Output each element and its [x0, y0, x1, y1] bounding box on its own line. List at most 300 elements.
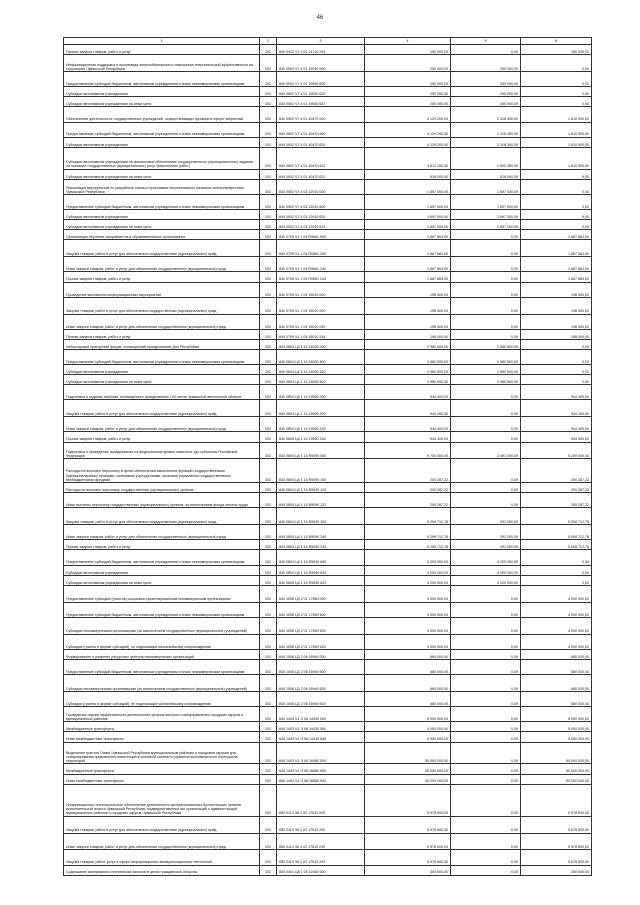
table-row — [64, 617, 592, 634]
row-code-cell: 202 — [260, 691, 277, 706]
row-value-col4-cell: 5 578 800,00 — [365, 850, 451, 865]
table-row — [64, 550, 592, 565]
row-classifier-cell: 840 1006 Ц3 2 01 17850 000 — [277, 585, 365, 602]
row-code-cell: 202 — [260, 314, 277, 329]
row-value-col4-cell: 5 000 000,00 — [365, 707, 451, 722]
row-name-cell: Иные межбюджетные трансферты — [64, 732, 260, 742]
row-value-col5-cell: 2 980 500,00 — [451, 365, 521, 375]
table-row — [64, 784, 592, 816]
row-code-cell: 202 — [260, 210, 277, 220]
column-header-4: 4 — [365, 38, 451, 45]
row-code-cell: 202 — [260, 55, 277, 72]
row-name-cell: Информационно-технологическое обеспечение деятельности централизованных бухгалтерских органов исполнительной власти Чувашской Республики, подведомственных им организаций и администраций муниципальных районов и городских округов Чувашской Республики — [64, 784, 260, 816]
table-row — [64, 833, 592, 850]
row-value-col5-cell: 0,00 — [451, 257, 521, 272]
table-row — [64, 230, 592, 240]
row-value-col4-cell: 1 697 000,00 — [365, 210, 451, 220]
row-value-col4-cell: 200 287,22 — [365, 483, 451, 493]
row-value-col4-cell: 944 400,00 — [365, 400, 451, 417]
table-row — [64, 179, 592, 194]
row-value-col4-cell: 300 600,00 — [365, 865, 451, 875]
row-value-col6-cell: 1 810 900,00 — [521, 147, 592, 169]
table-row — [64, 400, 592, 417]
row-code-cell: 202 — [260, 282, 277, 297]
row-code-cell: 202 — [260, 97, 277, 107]
row-code-cell: 202 — [260, 122, 277, 137]
row-code-cell: 202 — [260, 240, 277, 257]
row-code-cell: 202 — [260, 375, 277, 385]
row-value-col4-cell: 4 000 000,00 — [365, 634, 451, 649]
row-classifier-cell: 850 0113 Ч6 2 02 17510 242 — [277, 850, 365, 865]
row-value-col5-cell: 0,00 — [451, 659, 521, 674]
row-value-col5-cell: 2 980 500,00 — [451, 375, 521, 385]
table-row — [64, 349, 592, 364]
table-row — [64, 742, 592, 764]
row-value-col6-cell: 0,00 — [521, 194, 592, 209]
row-code-cell: 202 — [260, 722, 277, 732]
row-value-col6-cell: 680 000,00 — [521, 691, 592, 706]
row-name-cell: Субсидии автономным учреждениям на иные цели — [64, 97, 260, 107]
row-value-col5-cell: 4 200 000,00 — [451, 575, 521, 585]
row-code-cell: 202 — [260, 525, 277, 540]
row-code-cell: 202 — [260, 432, 277, 442]
row-name-cell: Закупка товаров, работ и услуг для обеспечения государственных (муниципальных) нужд — [64, 816, 260, 833]
row-classifier-cell: 840 0502 Ч7 4 01 19530 622 — [277, 97, 365, 107]
row-name-cell: Предоставление субсидий бюджетным, автономным учреждениям и иным некоммерческим организациям — [64, 349, 260, 364]
row-value-col4-cell: 5 000 000,00 — [365, 732, 451, 742]
row-value-col5-cell: 250 000,00 — [451, 97, 521, 107]
row-value-col6-cell: 0,00 — [521, 71, 592, 86]
row-value-col4-cell: 680 000,00 — [365, 675, 451, 692]
row-value-col5-cell: 2 318 300,00 — [451, 137, 521, 147]
row-code-cell: 202 — [260, 483, 277, 493]
row-name-cell: Прочая закупка товаров, работ и услуг — [64, 272, 260, 282]
row-classifier-cell: 840 1006 Ц3 2 01 17850 630 — [277, 617, 365, 634]
table-row — [64, 816, 592, 833]
row-value-col6-cell: 200 287,22 — [521, 459, 592, 483]
table-row — [64, 483, 592, 493]
row-value-col5-cell: 1 697 000,00 — [451, 179, 521, 194]
row-name-cell: Расходы на выплаты персоналу в целях обеспечения выполнения функций государственными (муниципальными) органами, казенными учреждениями, органами управления государственными внебюджетными фондами — [64, 459, 260, 483]
row-value-col6-cell: 198 400,00 — [521, 329, 592, 339]
row-value-col5-cell: 518 000,00 — [451, 169, 521, 179]
row-code-cell: 202 — [260, 45, 277, 55]
row-value-col5-cell: 291 000,00 — [451, 525, 521, 540]
table-row — [64, 147, 592, 169]
row-value-col6-cell: 1 810 900,00 — [521, 122, 592, 137]
row-name-cell: Иные закупки товаров, работ и услуг для обеспечения государственных (муниципальных) нужд — [64, 525, 260, 540]
row-classifier-cell: 840 0804 Ц4 1 14 19590 244 — [277, 432, 365, 442]
row-value-col6-cell: 944 400,00 — [521, 432, 592, 442]
row-value-col6-cell: 4 000 000,00 — [521, 634, 592, 649]
table-row — [64, 87, 592, 97]
row-value-col6-cell: 944 400,00 — [521, 417, 592, 432]
row-value-col5-cell: 1 697 000,00 — [451, 220, 521, 230]
row-name-cell: Прочая закупка товаров, работ и услуг — [64, 45, 260, 55]
row-code-cell: 202 — [260, 565, 277, 575]
row-code-cell: 202 — [260, 550, 277, 565]
table-row — [64, 432, 592, 442]
row-value-col5-cell: 291 000,00 — [451, 540, 521, 550]
row-code-cell: 202 — [260, 850, 277, 865]
row-value-col4-cell: 1 667 863,00 — [365, 257, 451, 272]
row-name-cell: Подготовка и издание альбома, посвященного празднованию 100-летия Чувашской автономной области — [64, 385, 260, 400]
row-name-cell: Предоставление субсидий (грантов) социально ориентированным некоммерческим организациям — [64, 585, 260, 602]
row-code-cell: 202 — [260, 147, 277, 169]
table-row — [64, 732, 592, 742]
table-row — [64, 634, 592, 649]
table-row — [64, 540, 592, 550]
column-header-1: 1 — [64, 38, 260, 45]
row-value-col4-cell: 680 000,00 — [365, 649, 451, 659]
row-value-col4-cell: 200 287,22 — [365, 493, 451, 508]
row-value-col4-cell: 5 000 000,00 — [365, 722, 451, 732]
table-row — [64, 314, 592, 329]
row-code-cell: 202 — [260, 459, 277, 483]
row-value-col5-cell: 0,00 — [451, 816, 521, 833]
row-value-col4-cell: 250 000,00 — [365, 87, 451, 97]
row-value-col5-cell: 0,00 — [451, 865, 521, 875]
row-value-col6-cell: 50 000 000,00 — [521, 764, 592, 774]
row-code-cell: 202 — [260, 816, 277, 833]
row-value-col5-cell: 0,00 — [451, 272, 521, 282]
row-value-col4-cell: 1 667 863,00 — [365, 240, 451, 257]
row-classifier-cell: 840 0804 Ц4 1 14 18330 622 — [277, 375, 365, 385]
table-row — [64, 210, 592, 220]
table-row — [64, 194, 592, 209]
row-value-col4-cell: 198 400,00 — [365, 329, 451, 339]
row-code-cell: 202 — [260, 764, 277, 774]
table-row — [64, 220, 592, 230]
row-code-cell: 202 — [260, 257, 277, 272]
row-code-cell: 202 — [260, 179, 277, 194]
table-row — [64, 850, 592, 865]
table-row — [64, 707, 592, 722]
row-value-col6-cell: 5 578 800,00 — [521, 833, 592, 850]
row-name-cell: Иные выплаты персоналу государственных (муниципальных) органов, за исключением фонда оплаты труда — [64, 493, 260, 508]
row-classifier-cell: 840 0804 Ц4 1 14 R5090 200 — [277, 508, 365, 525]
row-name-cell: Содержание материально-технических запасов в целях гражданской обороны — [64, 865, 260, 875]
row-value-col5-cell: 1 800 300,00 — [451, 147, 521, 169]
row-value-col6-cell: 5 578 800,00 — [521, 850, 592, 865]
row-value-col6-cell: 198 400,00 — [521, 282, 592, 297]
row-value-col5-cell: 250 000,00 — [451, 71, 521, 86]
table-row — [64, 122, 592, 137]
row-classifier-cell: 840 0502 Ч7 4 01 40470 000 — [277, 107, 365, 122]
column-header-6: 6 — [521, 38, 592, 45]
row-classifier-cell: 840 0804 Ц4 1 14 18330 620 — [277, 365, 365, 375]
row-value-col4-cell: 250 000,00 — [365, 55, 451, 72]
row-value-col6-cell: 0,00 — [521, 179, 592, 194]
row-classifier-cell: 840 0502 Ч7 4 03 12910 622 — [277, 220, 365, 230]
row-name-cell: Субсидии автономным учреждениям — [64, 365, 260, 375]
row-value-col4-cell: 1 697 000,00 — [365, 220, 451, 230]
row-code-cell: 202 — [260, 107, 277, 122]
row-value-col6-cell: 50 000 000,00 — [521, 774, 592, 784]
row-value-col4-cell: 5 578 800,00 — [365, 833, 451, 850]
row-value-col4-cell: 944 400,00 — [365, 417, 451, 432]
row-classifier-cell: 840 0804 Ц4 1 14 19590 000 — [277, 385, 365, 400]
row-classifier-cell: 840 1403 Ч1 Э 06 14430 000 — [277, 707, 365, 722]
row-value-col5-cell: 0,00 — [451, 732, 521, 742]
row-value-col4-cell: 2 980 500,00 — [365, 375, 451, 385]
row-value-col6-cell: 680 000,00 — [521, 659, 592, 674]
page-number: 46 — [316, 15, 324, 21]
row-name-cell: Субсидии некоммерческим организациям (за исключением государственных (муниципальных) учреждений) — [64, 617, 260, 634]
row-code-cell: 202 — [260, 575, 277, 585]
row-value-col4-cell: 4 200 000,00 — [365, 575, 451, 585]
row-value-col6-cell: 1 810 900,00 — [521, 137, 592, 147]
row-value-col6-cell: 5 008 712,78 — [521, 508, 592, 525]
row-code-cell: 202 — [260, 297, 277, 314]
row-classifier-cell: 840 0804 Ц4 1 14 19590 240 — [277, 417, 365, 432]
row-value-col6-cell: 1 667 863,00 — [521, 272, 592, 282]
row-value-col6-cell: 0,00 — [521, 97, 592, 107]
row-value-col4-cell: 5 578 800,00 — [365, 784, 451, 816]
row-value-col6-cell: 0,00 — [521, 220, 592, 230]
row-name-cell: Межбюджетные трансферты — [64, 722, 260, 732]
row-value-col6-cell: 5 000 000,00 — [521, 707, 592, 722]
row-name-cell: Предоставление субсидий бюджетным, автономным учреждениям и иным некоммерческим организациям — [64, 602, 260, 617]
row-classifier-cell: 840 0709 Ч1 1 04 15010 244 — [277, 329, 365, 339]
row-value-col4-cell: 3 611 200,00 — [365, 147, 451, 169]
row-value-col6-cell: 5 000 000,00 — [521, 722, 592, 732]
row-value-col5-cell: 0,00 — [451, 774, 521, 784]
row-value-col4-cell: 198 400,00 — [365, 297, 451, 314]
row-code-cell: 202 — [260, 540, 277, 550]
row-name-cell: Субсидии некоммерческим организациям (за исключением государственных (муниципальных) учреждений) — [64, 675, 260, 692]
row-value-col5-cell: 0,00 — [451, 691, 521, 706]
row-name-cell: Субсидии (гранты в форме субсидий), не подлежащие казначейскому сопровождению — [64, 691, 260, 706]
row-code-cell: 202 — [260, 442, 277, 459]
row-value-col6-cell: 0,00 — [521, 575, 592, 585]
row-value-col5-cell: 0,00 — [451, 649, 521, 659]
row-code-cell: 202 — [260, 339, 277, 349]
row-classifier-cell: 840 0804 Ц4 1 14 R5090 122 — [277, 493, 365, 508]
table-row — [64, 107, 592, 122]
row-value-col4-cell: 250 000,00 — [365, 97, 451, 107]
row-name-cell: Прочая закупка товаров, работ и услуг — [64, 432, 260, 442]
row-value-col4-cell: 680 000,00 — [365, 691, 451, 706]
row-classifier-cell: 840 0502 Ч7 4 03 12910 000 — [277, 179, 365, 194]
row-name-cell: Информационная поддержка и пропаганда энергосбережения и повышения энергетической эффективности на территории Чувашской Республики — [64, 55, 260, 72]
row-value-col6-cell: 944 400,00 — [521, 400, 592, 417]
row-code-cell: 202 — [260, 585, 277, 602]
row-value-col6-cell: 1 667 863,00 — [521, 230, 592, 240]
table-header-row — [64, 38, 592, 45]
row-value-col5-cell: 250 000,00 — [451, 55, 521, 72]
row-classifier-cell: 840 0804 Ц4 1 14 R5090 100 — [277, 459, 365, 483]
row-name-cell: Субсидии автономным учреждениям — [64, 565, 260, 575]
row-classifier-cell: 840 0502 Ч7 4 01 19530 000 — [277, 55, 365, 72]
row-code-cell: 202 — [260, 774, 277, 784]
row-name-cell: Формирование и развитие ресурсных центров некоммерческих организаций — [64, 649, 260, 659]
table-row — [64, 508, 592, 525]
row-code-cell: 202 — [260, 508, 277, 525]
table-row — [64, 137, 592, 147]
row-code-cell: 202 — [260, 634, 277, 649]
row-value-col6-cell: 0,00 — [521, 375, 592, 385]
row-name-cell: Субсидии автономным учреждениям — [64, 87, 260, 97]
row-value-col5-cell: 0,00 — [451, 850, 521, 865]
row-code-cell: 202 — [260, 272, 277, 282]
row-value-col4-cell: 198 400,00 — [365, 314, 451, 329]
table-row — [64, 169, 592, 179]
row-name-cell: Субсидии автономным учреждениям на иные цели — [64, 575, 260, 585]
row-value-col5-cell: 4 491 000,00 — [451, 442, 521, 459]
table-row — [64, 282, 592, 297]
row-value-col6-cell: 0,00 — [521, 169, 592, 179]
row-value-col6-cell: 1 667 863,00 — [521, 257, 592, 272]
table-row — [64, 55, 592, 72]
row-value-col5-cell: 291 000,00 — [451, 508, 521, 525]
row-name-cell: Предоставление субсидий бюджетным, автономным учреждениям и иным некоммерческим организациям — [64, 71, 260, 86]
row-name-cell: Предоставление субсидий бюджетным, автономным учреждениям и иным некоммерческим организациям — [64, 550, 260, 565]
row-value-col6-cell: 4 000 000,00 — [521, 617, 592, 634]
row-value-col4-cell: 1 697 000,00 — [365, 179, 451, 194]
row-code-cell: 202 — [260, 385, 277, 400]
table-row — [64, 459, 592, 483]
row-name-cell: Закупка товаров, работ и услуг для обеспечения государственных (муниципальных) нужд — [64, 240, 260, 257]
row-value-col6-cell: 5 578 800,00 — [521, 816, 592, 833]
table-row — [64, 240, 592, 257]
row-value-col6-cell: 5 008 712,78 — [521, 540, 592, 550]
row-value-col5-cell: 2 980 500,00 — [451, 339, 521, 349]
row-value-col5-cell: 0,00 — [451, 634, 521, 649]
row-value-col4-cell: 4 000 000,00 — [365, 585, 451, 602]
row-code-cell: 202 — [260, 329, 277, 339]
row-value-col4-cell: 250 000,00 — [365, 71, 451, 86]
row-classifier-cell: 840 1006 Ц3 2 01 17850 633 — [277, 634, 365, 649]
row-value-col4-cell: 5 299 712,78 — [365, 525, 451, 540]
row-name-cell: Субсидии автономным учреждениям на иные цели — [64, 375, 260, 385]
row-value-col4-cell: 50 000 000,00 — [365, 742, 451, 764]
row-classifier-cell: 840 0502 Ч7 4 03 12910 600 — [277, 194, 365, 209]
row-value-col5-cell: 0,00 — [451, 282, 521, 297]
row-value-col4-cell: 4 129 200,00 — [365, 137, 451, 147]
row-value-col5-cell: 0,00 — [451, 675, 521, 692]
row-name-cell: Расходы на выплаты персоналу государственных (муниципальных) органов — [64, 483, 260, 493]
row-value-col4-cell: 1 697 000,00 — [365, 194, 451, 209]
column-header-3: 3 — [277, 38, 365, 45]
budget-table — [63, 37, 592, 876]
row-value-col5-cell: 1 697 000,00 — [451, 194, 521, 209]
table-row — [64, 385, 592, 400]
row-name-cell: Иные закупки товаров, работ и услуг для обеспечения государственных (муниципальных) нужд — [64, 417, 260, 432]
row-code-cell: 202 — [260, 493, 277, 508]
row-classifier-cell: 840 0502 Ч7 4 01 40470 621 — [277, 147, 365, 169]
row-value-col6-cell: 0,00 — [521, 550, 592, 565]
row-classifier-cell: 840 0502 Ч7 4 01 40470 622 — [277, 169, 365, 179]
row-value-col4-cell: 4 200 000,00 — [365, 565, 451, 575]
row-code-cell: 202 — [260, 732, 277, 742]
table-row — [64, 659, 592, 674]
row-value-col6-cell: 200 287,22 — [521, 493, 592, 508]
row-classifier-cell: 840 0705 Ч1 1 04 R0661 244 — [277, 272, 365, 282]
row-value-col5-cell: 0,00 — [451, 722, 521, 732]
row-value-col6-cell: 198 400,00 — [521, 297, 592, 314]
row-name-cell: Субсидии автономным учреждениям — [64, 210, 260, 220]
row-value-col4-cell: 2 980 500,00 — [365, 339, 451, 349]
table-row — [64, 493, 592, 508]
row-name-cell: Проведение оценки эффективности деятельности органов местного самоуправления городских округов и муниципальных районов — [64, 707, 260, 722]
row-classifier-cell: 840 0502 Ч7 4 01 19530 600 — [277, 71, 365, 86]
row-value-col5-cell: 0,00 — [451, 230, 521, 240]
row-value-col5-cell: 0,00 — [451, 617, 521, 634]
row-value-col6-cell: 1 810 900,00 — [521, 107, 592, 122]
row-value-col6-cell: 5 209 000,00 — [521, 442, 592, 459]
row-name-cell: Предоставление субсидий бюджетным, автономным учреждениям и иным некоммерческим организациям — [64, 659, 260, 674]
row-name-cell: Иные межбюджетные трансферты — [64, 774, 260, 784]
table-row — [64, 417, 592, 432]
row-name-cell: Иные закупки товаров, работ и услуг для обеспечения государственных (муниципальных) нужд — [64, 833, 260, 850]
row-value-col6-cell: 5 008 712,78 — [521, 525, 592, 540]
row-classifier-cell: 850 0401 Ц8 1 04 12460 000 — [277, 865, 365, 875]
row-code-cell: 202 — [260, 784, 277, 816]
row-name-cell: Подготовка и проведение празднования на федеральном уровне памятных дат субъектов Российской Федерации — [64, 442, 260, 459]
row-value-col4-cell: 4 000 000,00 — [365, 602, 451, 617]
row-value-col6-cell: 5 000 000,00 — [521, 732, 592, 742]
row-classifier-cell: 840 1403 Ч1 Э 06 14430 540 — [277, 732, 365, 742]
row-value-col6-cell: 4 000 000,00 — [521, 585, 592, 602]
table-row — [64, 722, 592, 732]
row-name-cell: Субсидии автономным учреждениям на иные цели — [64, 169, 260, 179]
table-row — [64, 602, 592, 617]
table-row — [64, 565, 592, 575]
row-code-cell: 202 — [260, 742, 277, 764]
row-value-col4-cell: 680 000,00 — [365, 659, 451, 674]
row-value-col6-cell: 944 400,00 — [521, 385, 592, 400]
row-value-col5-cell: 0,00 — [451, 784, 521, 816]
row-name-cell: Выделение грантов Главы Чувашской Республики муниципальным районам и городским округам для стимулирования привлечения инвестиций в основной капитал и развития экономического потенциала территорий — [64, 742, 260, 764]
row-value-col5-cell: 0,00 — [451, 400, 521, 417]
row-classifier-cell: 840 0804 Ц4 1 14 R5090 240 — [277, 525, 365, 540]
row-value-col5-cell: 4 200 000,00 — [451, 565, 521, 575]
row-value-col4-cell: 1 667 863,00 — [365, 230, 451, 240]
row-code-cell: 202 — [260, 417, 277, 432]
row-value-col5-cell: 0,00 — [451, 493, 521, 508]
row-value-col4-cell: 5 578 800,00 — [365, 816, 451, 833]
row-name-cell: Субсидии автономным учреждениям на финансовое обеспечение государственного (муниципального) задания на оказание государственных (муниципальных) услуг (выполнение работ) — [64, 147, 260, 169]
row-value-col4-cell: 4 200 000,00 — [365, 550, 451, 565]
row-value-col4-cell: 4 129 200,00 — [365, 107, 451, 122]
row-value-col5-cell: 0,00 — [451, 833, 521, 850]
row-value-col4-cell: 5 299 712,78 — [365, 540, 451, 550]
row-name-cell: Иные закупки товаров, работ и услуг для обеспечения государственных (муниципальных) нужд — [64, 257, 260, 272]
row-code-cell: 202 — [260, 649, 277, 659]
row-classifier-cell: 850 0113 Ч6 2 02 17510 240 — [277, 833, 365, 850]
table-row — [64, 329, 592, 339]
row-classifier-cell: 840 1006 Ц3 2 01 17850 600 — [277, 602, 365, 617]
table-row — [64, 339, 592, 349]
row-classifier-cell: 840 0804 Ц4 1 14 19590 200 — [277, 400, 365, 417]
row-classifier-cell: 840 1006 Ц3 2 06 16940 633 — [277, 691, 365, 706]
table-row — [64, 45, 592, 55]
row-value-col6-cell: 0,00 — [521, 349, 592, 364]
row-classifier-cell: 840 0705 Ч1 1 04 R0661 200 — [277, 240, 365, 257]
column-header-5: 5 — [451, 38, 521, 45]
table-row — [64, 97, 592, 107]
row-value-col5-cell: 0,00 — [451, 45, 521, 55]
row-name-cell: Иные закупки товаров, работ и услуг для обеспечения государственных (муниципальных) нужд — [64, 314, 260, 329]
row-code-cell: 202 — [260, 169, 277, 179]
row-value-col5-cell: 0,00 — [451, 483, 521, 493]
table-row — [64, 575, 592, 585]
row-code-cell: 202 — [260, 137, 277, 147]
row-value-col4-cell: 2 980 500,00 — [365, 349, 451, 364]
row-value-col5-cell: 250 000,00 — [451, 87, 521, 97]
row-value-col4-cell: 198 400,00 — [365, 282, 451, 297]
